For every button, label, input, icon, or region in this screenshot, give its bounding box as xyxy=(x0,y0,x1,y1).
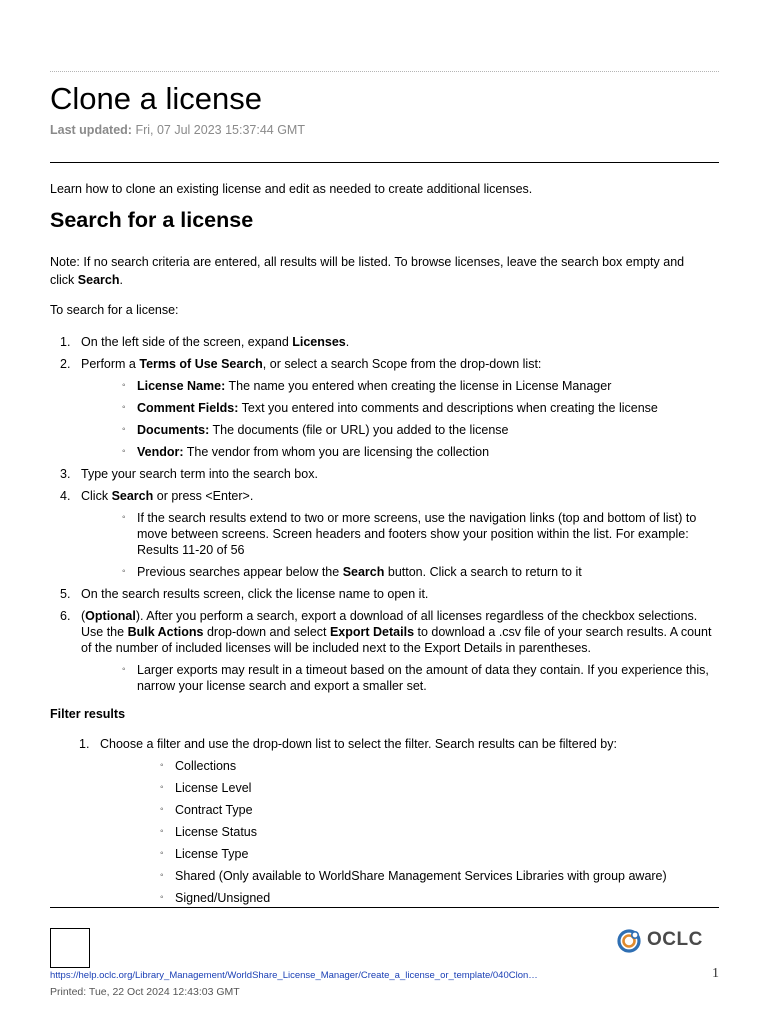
bullet-icon: ◦ xyxy=(160,760,164,771)
filter-option xyxy=(100,780,719,796)
last-updated-label: Last updated: xyxy=(50,123,132,137)
step-text: Choose a filter and use the drop-down list to select the filter. Search results can be filtered by: xyxy=(100,737,617,751)
bullet-icon: ◦ xyxy=(160,782,164,793)
oclc-logo-text: OCLC xyxy=(647,929,703,950)
step-text-end: or press <Enter>. xyxy=(153,489,254,503)
filter-option-label: Signed/Unsigned xyxy=(175,891,271,905)
scope-item xyxy=(81,400,719,416)
document-page xyxy=(50,0,719,1024)
scope-label: Comment Fields: xyxy=(137,401,239,415)
step-bold: Licenses xyxy=(292,335,346,349)
page-number: 1 xyxy=(712,966,719,981)
note-search-bold: Search xyxy=(77,273,120,287)
step-text-end: , or select a search Scope from the drop-down list: xyxy=(262,357,542,371)
step-text: Type your search term into the search box. xyxy=(81,467,318,481)
bullet-icon: ◦ xyxy=(160,892,164,903)
filter-option-label: Collections xyxy=(175,759,237,773)
filter-option-label: License Level xyxy=(175,781,252,795)
step-bold: Terms of Use Search xyxy=(139,357,263,371)
scope-description: The documents (file or URL) you added to the license xyxy=(209,423,509,437)
note-text xyxy=(50,253,710,289)
step-bullet xyxy=(81,510,719,558)
bullet-text-end: button. Click a search to return to it xyxy=(384,565,582,579)
scope-item xyxy=(81,378,719,394)
filter-option xyxy=(100,868,719,884)
bullet-icon: ◦ xyxy=(160,870,164,881)
section-heading: Search for a license xyxy=(50,208,254,232)
filter-step-item xyxy=(50,736,719,906)
bullet-icon: ◦ xyxy=(122,446,126,457)
search-steps-list xyxy=(50,334,719,700)
step-item xyxy=(50,466,719,482)
filter-option xyxy=(100,890,719,906)
step-bold: Optional xyxy=(85,609,136,623)
scope-description: The name you entered when creating the license in License Manager xyxy=(225,379,612,393)
filter-option xyxy=(100,824,719,840)
printed-timestamp: Printed: Tue, 22 Oct 2024 12:43:03 GMT xyxy=(50,986,240,998)
scope-item xyxy=(81,444,719,460)
filter-steps-list xyxy=(50,736,719,912)
step-item xyxy=(50,586,719,602)
source-url-link[interactable]: https://help.oclc.org/Library_Management/WorldShare_License_Manager/Create_a_license_or_template/040Clon… xyxy=(50,970,538,981)
step-item xyxy=(50,488,719,580)
step-text: Click xyxy=(81,489,112,503)
filter-option-label: Contract Type xyxy=(175,803,253,817)
step-number: 5. xyxy=(60,587,71,601)
last-updated xyxy=(50,123,305,137)
bullet-icon: ◦ xyxy=(122,566,126,577)
step-text-end: . xyxy=(345,335,350,349)
qr-code-placeholder xyxy=(50,928,90,968)
top-divider xyxy=(50,71,719,72)
last-updated-value: Fri, 07 Jul 2023 15:37:44 GMT xyxy=(135,123,305,137)
bullet-icon: ◦ xyxy=(160,804,164,815)
search-lead: To search for a license: xyxy=(50,303,179,317)
step-text: drop-down and select xyxy=(203,625,330,639)
bullet-icon: ◦ xyxy=(122,664,126,675)
footer-divider xyxy=(50,907,719,908)
scope-label: Documents: xyxy=(137,423,210,437)
step-text-end: to download a .csv file of your search results. A count of the number of included licenses will be included next to the Export Details in parentheses. xyxy=(81,625,712,655)
scope-label: License Name: xyxy=(137,379,226,393)
step-item xyxy=(50,334,719,350)
page-title: Clone a license xyxy=(50,81,262,116)
filter-option-label: License Type xyxy=(175,847,249,861)
note-end: . xyxy=(119,273,123,287)
bullet-bold: Search xyxy=(342,565,385,579)
bullet-text: Previous searches appear below the xyxy=(137,565,343,579)
bullet-icon: ◦ xyxy=(122,512,126,523)
step-item xyxy=(50,608,719,694)
filter-heading: Filter results xyxy=(50,707,126,721)
header-divider xyxy=(50,162,719,163)
bullet-icon: ◦ xyxy=(160,826,164,837)
step-text: On the left side of the screen, expand xyxy=(81,335,293,349)
step-text: Perform a xyxy=(81,357,140,371)
bullet-text: Larger exports may result in a timeout based on the amount of data they contain. If you experience this, narrow your license search and export a smaller set. xyxy=(137,663,709,693)
filter-option xyxy=(100,758,719,774)
step-number: 6. xyxy=(60,609,71,623)
step-number: 1. xyxy=(60,335,71,349)
bullet-text: If the search results extend to two or more screens, use the navigation links (top and bottom of list) to move between screens. Screen headers and footers show your position within the list. For example: Results 11-20 of 56 xyxy=(137,511,697,557)
step-bullet xyxy=(81,564,719,580)
scope-description: Text you entered into comments and descriptions when creating the license xyxy=(238,401,658,415)
step-text: ). After you perform a search, export a download of all licenses regardless of the checkbox selections. Use the xyxy=(81,609,698,639)
bullet-icon: ◦ xyxy=(122,380,126,391)
step-bold: Bulk Actions xyxy=(127,625,204,639)
bullet-icon: ◦ xyxy=(122,402,126,413)
filter-option-label: License Status xyxy=(175,825,257,839)
filter-option xyxy=(100,802,719,818)
step-item xyxy=(50,356,719,460)
step-number: 1. xyxy=(79,737,90,751)
bullet-icon: ◦ xyxy=(160,848,164,859)
step-number: 4. xyxy=(60,489,71,503)
note-body: Note: If no search criteria are entered, all results will be listed. To browse licenses, leave the search box empty and click xyxy=(50,255,685,287)
scope-item xyxy=(81,422,719,438)
step-bold: Search xyxy=(111,489,154,503)
step-text: On the search results screen, click the license name to open it. xyxy=(81,587,429,601)
step-number: 2. xyxy=(60,357,71,371)
oclc-mark-icon xyxy=(616,926,644,954)
intro-text: Learn how to clone an existing license and edit as needed to create additional licenses. xyxy=(50,182,533,196)
bullet-icon: ◦ xyxy=(122,424,126,435)
oclc-logo xyxy=(616,926,703,954)
step-bold: Export Details xyxy=(329,625,415,639)
scope-description: The vendor from whom you are licensing the collection xyxy=(183,445,490,459)
filter-option xyxy=(100,846,719,862)
filter-option-label: Shared (Only available to WorldShare Management Services Libraries with group aware) xyxy=(175,869,667,883)
step-number: 3. xyxy=(60,467,71,481)
step-text: ( xyxy=(81,609,86,623)
scope-label: Vendor: xyxy=(137,445,184,459)
step-bullet xyxy=(81,662,719,694)
